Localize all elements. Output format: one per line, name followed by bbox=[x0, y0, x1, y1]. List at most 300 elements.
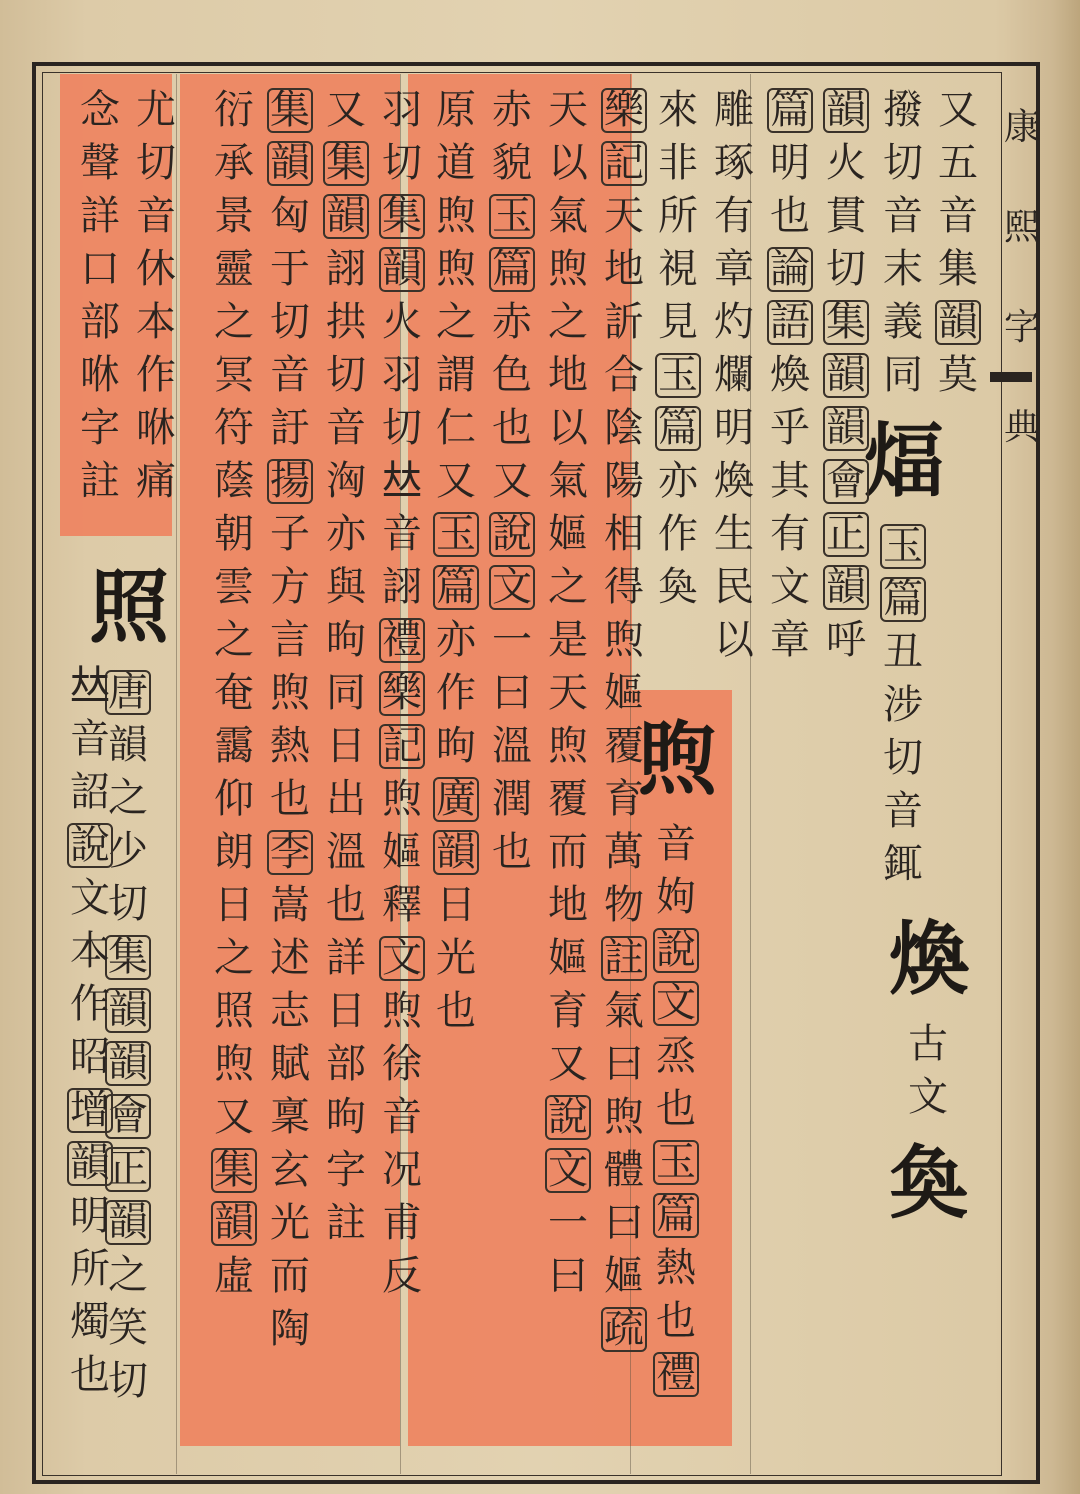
text-char: 火 bbox=[826, 140, 866, 186]
text-char: 是 bbox=[548, 617, 588, 663]
boxed-source-char: 說 bbox=[485, 508, 539, 561]
boxed-source-char: 說 bbox=[63, 819, 117, 872]
text-char: 氣 bbox=[548, 458, 588, 504]
boxed-source-char: 禮 bbox=[649, 1348, 703, 1401]
headword: 照 bbox=[89, 560, 169, 654]
text-char: 煥 bbox=[714, 458, 754, 504]
boxed-source-char: 韻 bbox=[819, 84, 873, 137]
text-char: 拱 bbox=[326, 299, 366, 345]
text-char: 也 bbox=[492, 829, 532, 875]
boxed-source-char: 文 bbox=[541, 1144, 595, 1197]
text-char: 切 bbox=[108, 1358, 148, 1404]
text-char: 符 bbox=[214, 405, 254, 451]
text-char: 煦 bbox=[214, 1041, 254, 1087]
boxed-source-char: 註 bbox=[597, 932, 651, 985]
boxed-source-char: 疏 bbox=[597, 1303, 651, 1356]
text-char: 琢 bbox=[714, 140, 754, 186]
text-char: 志 bbox=[270, 988, 310, 1034]
text-char: 合 bbox=[604, 352, 644, 398]
text-char: 少 bbox=[108, 828, 148, 874]
text-char: 嫗 bbox=[548, 935, 588, 981]
text-char: 又 bbox=[214, 1094, 254, 1140]
boxed-source-char: 集 bbox=[101, 931, 155, 984]
text-char: 𠀤 bbox=[382, 458, 422, 504]
text-char: 也 bbox=[492, 405, 532, 451]
text-char: 切 bbox=[108, 881, 148, 927]
text-char: 煦 bbox=[604, 1094, 644, 1140]
boxed-source-char: 集 bbox=[263, 84, 317, 137]
text-char: 見 bbox=[658, 299, 698, 345]
boxed-source-char: 正 bbox=[819, 508, 873, 561]
boxed-source-char: 韻 bbox=[429, 826, 483, 879]
text-char: 照 bbox=[214, 988, 254, 1034]
text-char: 丑 bbox=[883, 629, 923, 675]
text-char: 休 bbox=[136, 246, 176, 292]
text-char: 所 bbox=[658, 193, 698, 239]
text-char: 日 bbox=[326, 988, 366, 1034]
text-char: 註 bbox=[80, 458, 120, 504]
text-char: 甫 bbox=[382, 1200, 422, 1246]
text-char: 賦 bbox=[270, 1041, 310, 1087]
side-title-char: 字 bbox=[1003, 307, 1040, 348]
text-char: 景 bbox=[214, 193, 254, 239]
text-column bbox=[484, 84, 540, 879]
text-char: 笑 bbox=[108, 1305, 148, 1351]
text-char: 昫 bbox=[326, 617, 366, 663]
boxed-source-char: 樂 bbox=[375, 667, 429, 720]
text-char: 音 bbox=[656, 821, 696, 867]
text-char: 相 bbox=[604, 511, 644, 557]
text-char: 天 bbox=[548, 670, 588, 716]
text-char: 陰 bbox=[604, 405, 644, 451]
text-column bbox=[374, 84, 430, 1303]
boxed-source-char: 篇 bbox=[429, 561, 483, 614]
text-char: 曰 bbox=[548, 1253, 588, 1299]
text-column bbox=[62, 660, 118, 1402]
text-char: 章 bbox=[714, 246, 754, 292]
text-char: 生 bbox=[714, 511, 754, 557]
boxed-source-char: 文 bbox=[485, 561, 539, 614]
side-title-char: 熙 bbox=[1003, 207, 1040, 248]
text-char: 銸 bbox=[883, 841, 923, 887]
text-char: 灼 bbox=[714, 299, 754, 345]
text-char: 稟 bbox=[270, 1094, 310, 1140]
text-column bbox=[540, 84, 596, 1303]
text-char: 朝 bbox=[214, 511, 254, 557]
text-char: 文 bbox=[908, 1074, 948, 1120]
text-char: 作 bbox=[70, 981, 110, 1027]
text-char: 本 bbox=[70, 928, 110, 974]
text-char: 音 bbox=[883, 788, 923, 834]
text-char: 音 bbox=[883, 193, 923, 239]
text-char: 也 bbox=[436, 988, 476, 1034]
text-char: 嵩 bbox=[270, 882, 310, 928]
text-char: 訢 bbox=[604, 299, 644, 345]
boxed-source-char: 記 bbox=[375, 720, 429, 773]
text-char: 咻 bbox=[136, 405, 176, 451]
text-char: 也 bbox=[656, 1086, 696, 1132]
text-char: 玄 bbox=[270, 1147, 310, 1193]
text-char: 日 bbox=[214, 882, 254, 928]
text-char: 日 bbox=[326, 723, 366, 769]
text-char: 覆 bbox=[548, 776, 588, 822]
text-char: 非 bbox=[658, 140, 698, 186]
text-char: 明 bbox=[714, 405, 754, 451]
text-char: 煦 bbox=[382, 988, 422, 1034]
text-char: 陽 bbox=[604, 458, 644, 504]
text-char: 育 bbox=[604, 776, 644, 822]
boxed-source-char: 韻 bbox=[931, 296, 985, 349]
text-char: 念 bbox=[80, 87, 120, 133]
text-char: 涉 bbox=[883, 682, 923, 728]
text-column bbox=[706, 84, 762, 667]
side-title-char: 典 bbox=[1003, 407, 1040, 448]
text-char: 音 bbox=[70, 716, 110, 762]
boxed-source-char: 韻 bbox=[101, 1196, 155, 1249]
text-char: 切 bbox=[883, 735, 923, 781]
text-char: 反 bbox=[382, 1253, 422, 1299]
text-char: 于 bbox=[270, 246, 310, 292]
text-char: 也 bbox=[770, 193, 810, 239]
boxed-source-char: 篇 bbox=[651, 402, 705, 455]
text-char: 羽 bbox=[382, 352, 422, 398]
text-char: 古 bbox=[908, 1021, 948, 1067]
text-char: 昭 bbox=[70, 1034, 110, 1080]
text-char: 煦 bbox=[270, 670, 310, 716]
boxed-source-char: 篇 bbox=[763, 84, 817, 137]
boxed-source-char: 論 bbox=[763, 243, 817, 296]
text-char: 嫗 bbox=[382, 829, 422, 875]
text-char: 羽 bbox=[382, 87, 422, 133]
boxed-source-char: 玉 bbox=[649, 1136, 703, 1189]
text-char: 尤 bbox=[136, 87, 176, 133]
boxed-source-char: 篇 bbox=[485, 243, 539, 296]
boxed-source-char: 李 bbox=[263, 826, 317, 879]
text-char: 字 bbox=[326, 1147, 366, 1193]
text-char: 切 bbox=[270, 299, 310, 345]
text-char: 聲 bbox=[80, 140, 120, 186]
text-char: 文 bbox=[770, 564, 810, 610]
text-char: 煦 bbox=[436, 246, 476, 292]
text-char: 虛 bbox=[214, 1253, 254, 1299]
boxed-source-char: 篇 bbox=[876, 573, 930, 626]
boxed-source-char: 玉 bbox=[651, 349, 705, 402]
text-char: 詳 bbox=[80, 193, 120, 239]
text-char: 火 bbox=[382, 299, 422, 345]
text-char: 莫 bbox=[938, 352, 978, 398]
fishtail-mark bbox=[990, 372, 1032, 382]
text-char: 徐 bbox=[382, 1041, 422, 1087]
text-char: 烝 bbox=[656, 1033, 696, 1079]
boxed-source-char: 說 bbox=[649, 924, 703, 977]
text-column bbox=[128, 84, 184, 508]
text-char: 口 bbox=[80, 246, 120, 292]
text-char: 述 bbox=[270, 935, 310, 981]
text-char: 咻 bbox=[80, 352, 120, 398]
side-title bbox=[1000, 78, 1044, 478]
text-char: 光 bbox=[270, 1200, 310, 1246]
text-char: 𠀤 bbox=[70, 663, 110, 709]
text-char: 視 bbox=[658, 246, 698, 292]
text-char: 謂 bbox=[436, 352, 476, 398]
text-char: 章 bbox=[770, 617, 810, 663]
text-char: 奐 bbox=[658, 564, 698, 610]
boxed-source-char: 玉 bbox=[429, 508, 483, 561]
text-char: 地 bbox=[604, 246, 644, 292]
boxed-source-char: 集 bbox=[207, 1144, 261, 1197]
boxed-source-char: 集 bbox=[375, 190, 429, 243]
boxed-source-char: 韻 bbox=[819, 402, 873, 455]
text-char: 音 bbox=[938, 193, 978, 239]
boxed-source-char: 唐 bbox=[101, 666, 155, 719]
text-char: 詳 bbox=[326, 935, 366, 981]
text-char: 熱 bbox=[656, 1245, 696, 1291]
text-char: 集 bbox=[938, 246, 978, 292]
headword: 奐 bbox=[889, 1136, 969, 1230]
boxed-source-char: 玉 bbox=[485, 190, 539, 243]
text-char: 義 bbox=[883, 299, 923, 345]
text-char: 撥 bbox=[883, 87, 923, 133]
text-char: 雕 bbox=[714, 87, 754, 133]
text-column bbox=[889, 900, 969, 1242]
text-char: 之 bbox=[548, 564, 588, 610]
text-char: 也 bbox=[326, 882, 366, 928]
text-char: 切 bbox=[826, 246, 866, 292]
text-char: 詡 bbox=[326, 246, 366, 292]
text-char: 煦 bbox=[436, 193, 476, 239]
boxed-source-char: 正 bbox=[101, 1143, 155, 1196]
text-char: 呼 bbox=[826, 617, 866, 663]
headword: 煥 bbox=[889, 912, 969, 1006]
text-char: 本 bbox=[136, 299, 176, 345]
boxed-source-char: 樂 bbox=[597, 84, 651, 137]
text-char: 亦 bbox=[658, 458, 698, 504]
boxed-source-char: 文 bbox=[649, 977, 703, 1030]
boxed-source-char: 韻 bbox=[207, 1197, 261, 1250]
boxed-source-char: 增 bbox=[63, 1084, 117, 1137]
text-char: 言 bbox=[270, 617, 310, 663]
text-char: 一 bbox=[492, 617, 532, 663]
boxed-source-char: 會 bbox=[101, 1090, 155, 1143]
text-char: 天 bbox=[604, 193, 644, 239]
text-char: 音 bbox=[136, 193, 176, 239]
side-title-char: 康 bbox=[1003, 107, 1040, 148]
text-char: 溫 bbox=[326, 829, 366, 875]
text-char: 之 bbox=[108, 1252, 148, 1298]
text-char: 衍 bbox=[214, 87, 254, 133]
text-char: 得 bbox=[604, 564, 644, 610]
text-char: 貌 bbox=[492, 140, 532, 186]
text-char: 又 bbox=[548, 1041, 588, 1087]
text-char: 承 bbox=[214, 140, 254, 186]
text-char: 作 bbox=[136, 352, 176, 398]
boxed-source-char: 文 bbox=[375, 932, 429, 985]
text-char: 煦 bbox=[382, 776, 422, 822]
text-char: 覆 bbox=[604, 723, 644, 769]
text-char: 明 bbox=[770, 140, 810, 186]
text-char: 道 bbox=[436, 140, 476, 186]
text-char: 育 bbox=[548, 988, 588, 1034]
text-char: 同 bbox=[883, 352, 923, 398]
text-char: 赤 bbox=[492, 299, 532, 345]
text-char: 爛 bbox=[714, 352, 754, 398]
headword: 煦 bbox=[637, 712, 717, 806]
text-column bbox=[762, 84, 818, 667]
text-column bbox=[864, 84, 944, 891]
text-char: 陶 bbox=[270, 1306, 310, 1352]
text-char: 音 bbox=[382, 511, 422, 557]
text-char: 明 bbox=[70, 1193, 110, 1239]
text-char: 又 bbox=[938, 87, 978, 133]
text-char: 註 bbox=[326, 1200, 366, 1246]
text-char: 朗 bbox=[214, 829, 254, 875]
text-char: 靄 bbox=[214, 723, 254, 769]
text-char: 乎 bbox=[770, 405, 810, 451]
text-char: 來 bbox=[658, 87, 698, 133]
text-char: 氣 bbox=[548, 193, 588, 239]
text-char: 地 bbox=[548, 352, 588, 398]
text-char: 又 bbox=[326, 87, 366, 133]
text-char: 文 bbox=[70, 875, 110, 921]
text-char: 子 bbox=[270, 511, 310, 557]
boxed-source-char: 說 bbox=[541, 1091, 595, 1144]
boxed-source-char: 韻 bbox=[819, 561, 873, 614]
text-char: 體 bbox=[604, 1147, 644, 1193]
text-char: 作 bbox=[436, 670, 476, 716]
text-char: 奄 bbox=[214, 670, 254, 716]
text-char: 部 bbox=[326, 1041, 366, 1087]
text-char: 之 bbox=[548, 299, 588, 345]
text-char: 嫗 bbox=[604, 1253, 644, 1299]
text-char: 音 bbox=[326, 405, 366, 451]
text-column bbox=[650, 84, 706, 614]
text-char: 嫗 bbox=[604, 670, 644, 716]
text-char: 熱 bbox=[270, 723, 310, 769]
text-char: 蔭 bbox=[214, 458, 254, 504]
boxed-source-char: 廣 bbox=[429, 773, 483, 826]
text-char: 其 bbox=[770, 458, 810, 504]
text-char: 之 bbox=[436, 299, 476, 345]
text-char: 亦 bbox=[326, 511, 366, 557]
headword: 煏 bbox=[864, 414, 944, 508]
text-char: 字 bbox=[80, 405, 120, 451]
text-char: 有 bbox=[770, 511, 810, 557]
text-char: 燭 bbox=[70, 1299, 110, 1345]
text-char: 氣 bbox=[604, 988, 644, 1034]
boxed-source-char: 揚 bbox=[263, 455, 317, 508]
boxed-source-char: 韻 bbox=[101, 984, 155, 1037]
text-char: 之 bbox=[108, 775, 148, 821]
text-column bbox=[206, 84, 262, 1303]
text-char: 末 bbox=[883, 246, 923, 292]
text-column bbox=[818, 84, 874, 667]
boxed-source-char: 禮 bbox=[375, 614, 429, 667]
text-char: 五 bbox=[938, 140, 978, 186]
boxed-source-char: 玉 bbox=[876, 520, 930, 573]
text-char: 赤 bbox=[492, 87, 532, 133]
text-char: 曰 bbox=[492, 670, 532, 716]
text-char: 冥 bbox=[214, 352, 254, 398]
text-char: 昫 bbox=[436, 723, 476, 769]
text-char: 部 bbox=[80, 299, 120, 345]
text-char: 以 bbox=[714, 617, 754, 663]
text-char: 原 bbox=[436, 87, 476, 133]
text-char: 匈 bbox=[270, 193, 310, 239]
text-char: 萬 bbox=[604, 829, 644, 875]
text-char: 仁 bbox=[436, 405, 476, 451]
text-char: 仰 bbox=[214, 776, 254, 822]
text-char: 洶 bbox=[326, 458, 366, 504]
text-char: 之 bbox=[214, 935, 254, 981]
text-char: 色 bbox=[492, 352, 532, 398]
text-char: 曰 bbox=[604, 1200, 644, 1246]
text-char: 煦 bbox=[604, 617, 644, 663]
text-column bbox=[262, 84, 318, 1356]
text-char: 作 bbox=[658, 511, 698, 557]
text-char: 一 bbox=[548, 1200, 588, 1246]
text-char: 貫 bbox=[826, 193, 866, 239]
boxed-source-char: 韻 bbox=[319, 190, 373, 243]
text-char: 嫗 bbox=[548, 511, 588, 557]
text-char: 溫 bbox=[492, 723, 532, 769]
text-char: 訏 bbox=[270, 405, 310, 451]
text-char: 切 bbox=[883, 140, 923, 186]
text-char: 有 bbox=[714, 193, 754, 239]
text-char: 曰 bbox=[604, 1041, 644, 1087]
text-char: 潤 bbox=[492, 776, 532, 822]
text-column bbox=[637, 700, 717, 1401]
boxed-source-char: 語 bbox=[763, 296, 817, 349]
text-char: 與 bbox=[326, 564, 366, 610]
text-char: 以 bbox=[548, 140, 588, 186]
boxed-source-char: 集 bbox=[319, 137, 373, 190]
text-char: 煦 bbox=[548, 723, 588, 769]
text-char: 之 bbox=[214, 617, 254, 663]
text-char: 也 bbox=[656, 1298, 696, 1344]
text-char: 而 bbox=[548, 829, 588, 875]
text-char: 也 bbox=[270, 776, 310, 822]
text-char: 又 bbox=[492, 458, 532, 504]
text-char: 同 bbox=[326, 670, 366, 716]
boxed-source-char: 集 bbox=[819, 296, 873, 349]
text-char: 况 bbox=[382, 1147, 422, 1193]
text-column bbox=[72, 84, 128, 508]
text-char: 方 bbox=[270, 564, 310, 610]
text-char: 韻 bbox=[108, 722, 148, 768]
boxed-source-char: 韻 bbox=[375, 243, 429, 296]
text-char: 出 bbox=[326, 776, 366, 822]
text-char: 靈 bbox=[214, 246, 254, 292]
text-char: 煦 bbox=[548, 246, 588, 292]
boxed-source-char: 韻 bbox=[63, 1137, 117, 1190]
text-char: 詔 bbox=[70, 769, 110, 815]
text-char: 又 bbox=[436, 458, 476, 504]
text-char: 音 bbox=[382, 1094, 422, 1140]
text-char: 亦 bbox=[436, 617, 476, 663]
boxed-source-char: 會 bbox=[819, 455, 873, 508]
text-char: 切 bbox=[382, 140, 422, 186]
text-column bbox=[930, 84, 986, 402]
text-char: 姁 bbox=[656, 874, 696, 920]
text-char: 所 bbox=[70, 1246, 110, 1292]
boxed-source-char: 韻 bbox=[263, 137, 317, 190]
text-char: 詡 bbox=[382, 564, 422, 610]
text-char: 之 bbox=[214, 299, 254, 345]
text-char: 物 bbox=[604, 882, 644, 928]
text-char: 而 bbox=[270, 1253, 310, 1299]
text-char: 煥 bbox=[770, 352, 810, 398]
text-char: 以 bbox=[548, 405, 588, 451]
